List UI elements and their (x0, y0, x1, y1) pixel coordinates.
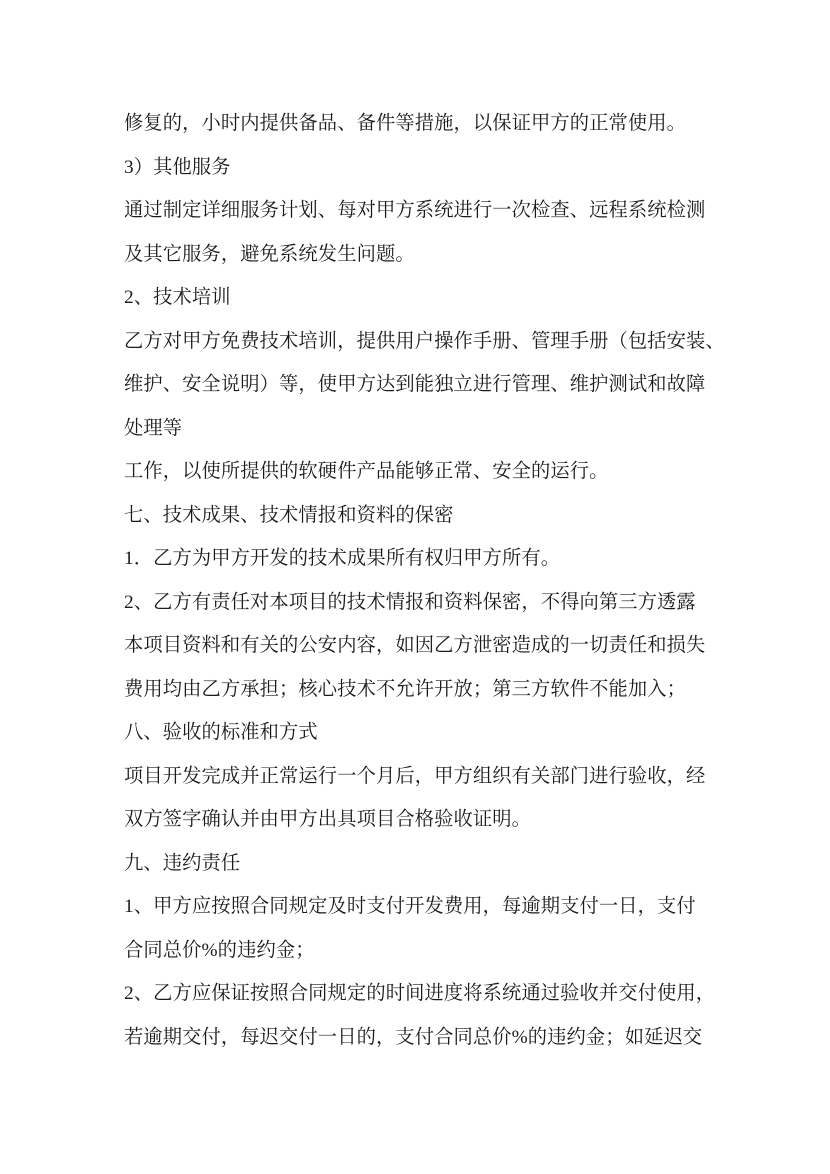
paragraph-line: 项目开发完成并正常运行一个月后，甲方组织有关部门进行验收，经 (124, 765, 706, 787)
paragraph-line: 2、乙方有责任对本项目的技术情报和资料保密，不得向第三方透露 (124, 591, 696, 613)
paragraph-line: 1．乙方为甲方开发的技术成果所有权归甲方所有。 (124, 548, 561, 569)
paragraph-line: 1、甲方应按照合同规定及时支付开发费用，每逾期支付一日，支付 (124, 896, 696, 917)
document-body (124, 102, 725, 1059)
paragraph-line: 九、违约责任 (124, 852, 241, 874)
paragraph-line: 乙方对甲方免费技术培训，提供用户操作手册、管理手册（包括安装、 (124, 330, 725, 352)
paragraph-line: 费用均由乙方承担；核心技术不允许开放；第三方软件不能加入； (124, 678, 687, 700)
paragraph-line: 本项目资料和有关的公安内容，如因乙方泄密造成的一切责任和损失 (124, 635, 706, 656)
paragraph-line: 维护、安全说明）等，使甲方达到能独立进行管理、维护测试和故障 (124, 374, 706, 395)
paragraph-line: 合同总价%的违约金； (124, 939, 315, 961)
paragraph-line: 八、验收的标准和方式 (124, 722, 318, 743)
paragraph-line: 处理等 (124, 417, 183, 439)
paragraph-line: 修复的，小时内提供备品、备件等措施，以保证甲方的正常使用。 (124, 113, 687, 134)
paragraph-line: 工作，以使所提供的软硬件产品能够正常、安全的运行。 (124, 461, 609, 482)
paragraph-line: 2、乙方应保证按照合同规定的时间进度将系统通过验收并交付使用， (124, 983, 716, 1004)
paragraph-line: 2、技术培训 (124, 287, 231, 308)
paragraph-line: 通过制定详细服务计划、每对甲方系统进行一次检查、远程系统检测 (124, 200, 706, 221)
paragraph-line: 双方签字确认并由甲方出具项目合格验收证明。 (124, 809, 532, 830)
paragraph-line: 及其它服务，避免系统发生问题。 (124, 243, 415, 265)
paragraph-line: 七、技术成果、技术情报和资料的保密 (124, 504, 454, 526)
paragraph-line: 若逾期交付，每迟交付一日的，支付合同总价%的违约金；如延迟交 (124, 1026, 703, 1048)
paragraph-line: 3）其他服务 (124, 156, 231, 178)
